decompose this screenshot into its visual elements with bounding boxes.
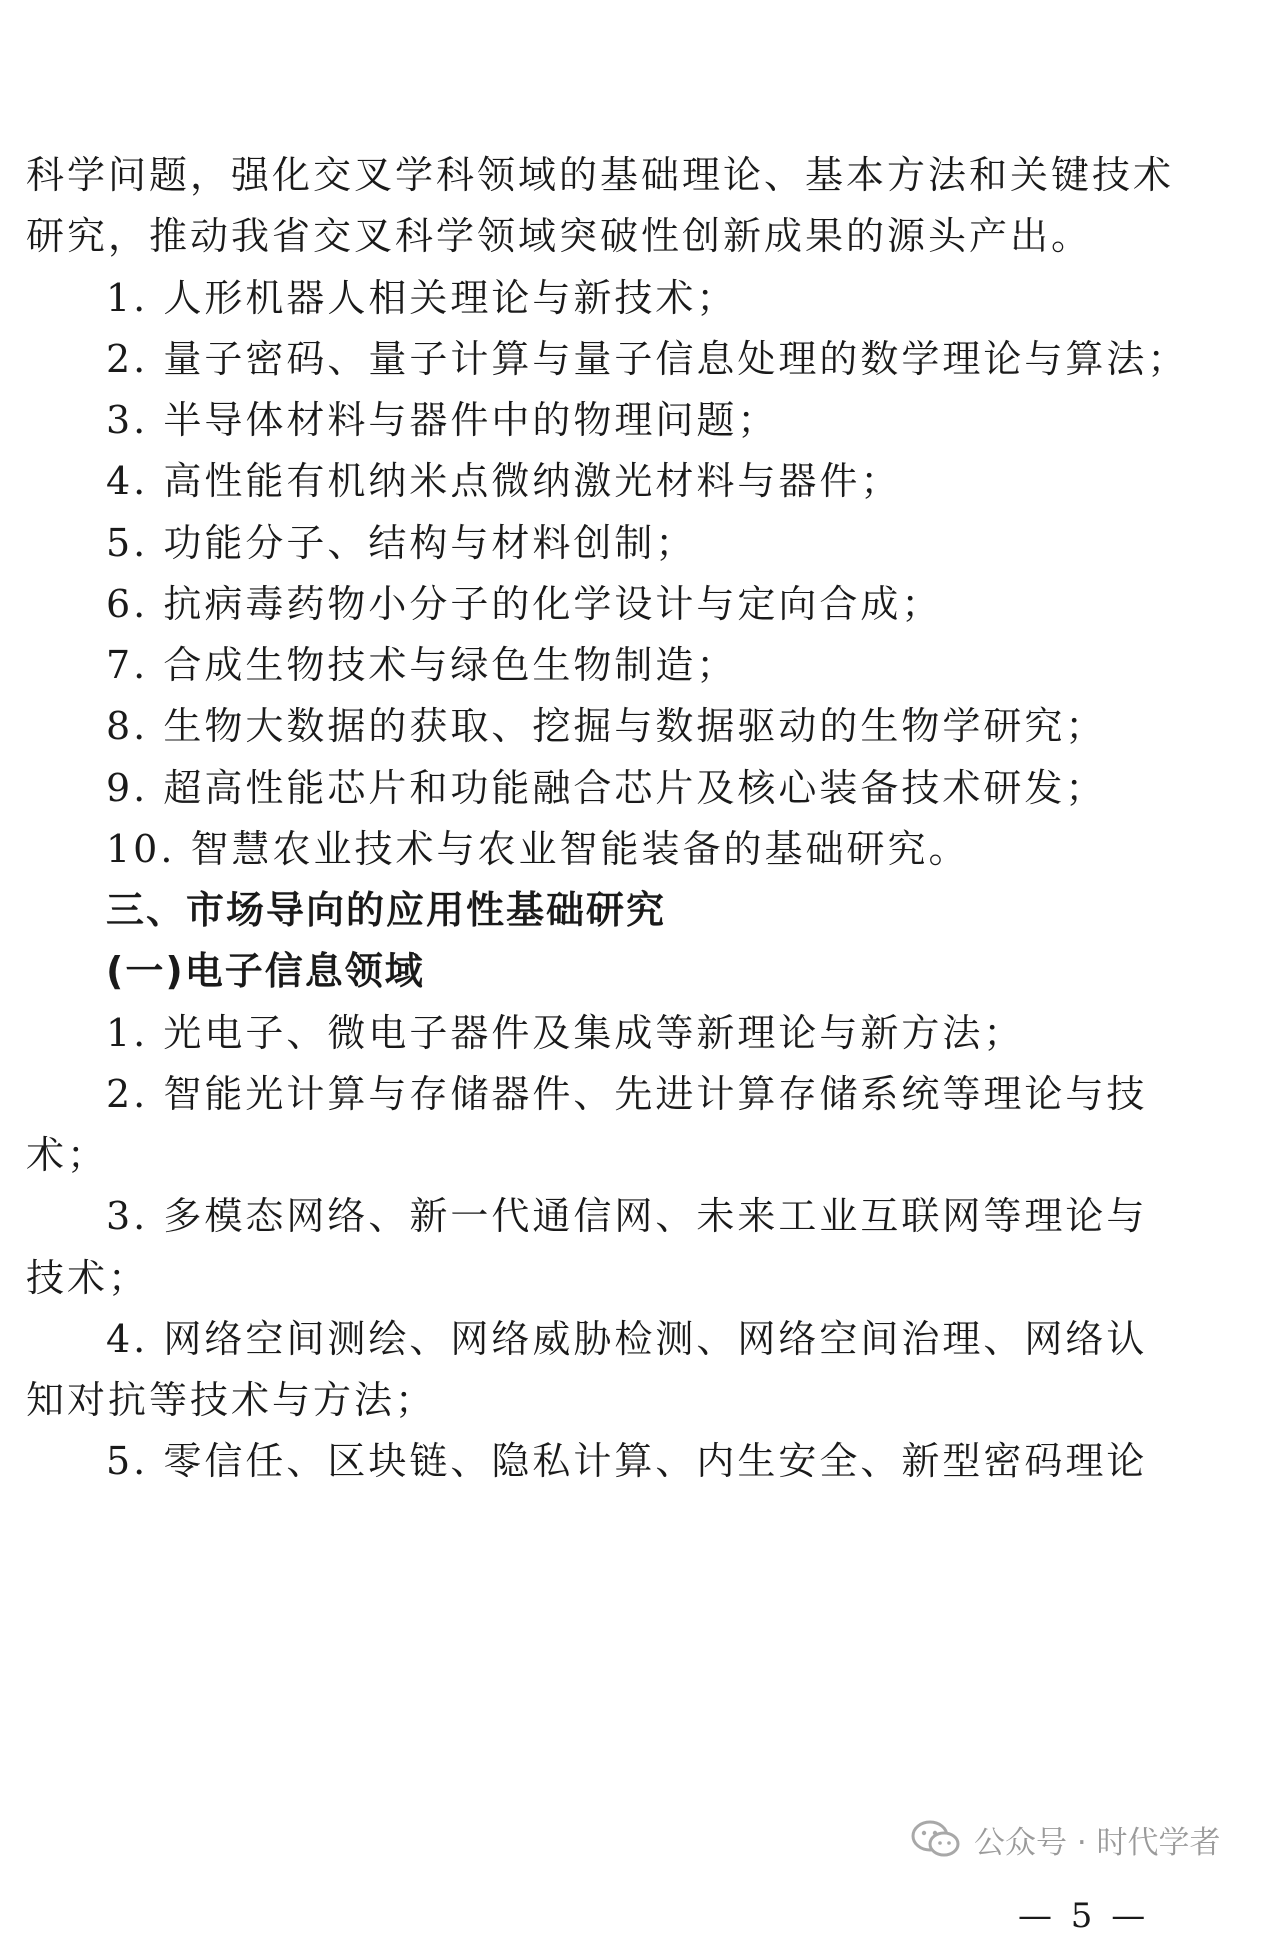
intro-line-2: 研究，推动我省交叉科学领域突破性创新成果的源头产出。 xyxy=(26,214,1093,258)
subsection-heading: (一)电子信息领域 xyxy=(106,949,425,993)
list-item: 3. 多模态网络、新一代通信网、未来工业互联网等理论与 xyxy=(106,1194,1148,1238)
intro-line-1: 科学问题，强化交叉学科领域的基础理论、基本方法和关键技术 xyxy=(26,153,1175,197)
list-item-continuation: 技术； xyxy=(26,1256,150,1300)
list-item: 4. 网络空间测绘、网络威胁检测、网络空间治理、网络认 xyxy=(106,1317,1148,1361)
list-item: 5. 功能分子、结构与材料创制； xyxy=(106,521,697,565)
page-number: — 5 — xyxy=(1018,1896,1150,1936)
list-item: 2. 智能光计算与存储器件、先进计算存储系统等理论与技 xyxy=(106,1072,1148,1116)
section-heading: 三、市场导向的应用性基础研究 xyxy=(106,888,667,932)
list-item: 3. 半导体材料与器件中的物理问题； xyxy=(106,398,779,442)
list-item: 10. 智慧农业技术与农业智能装备的基础研究。 xyxy=(106,827,970,871)
watermark-text: 公众号 · 时代学者 xyxy=(974,1824,1221,1861)
list-item: 2. 量子密码、量子计算与量子信息处理的数学理论与算法； xyxy=(106,337,1189,381)
list-item: 9. 超高性能芯片和功能融合芯片及核心装备技术研发； xyxy=(106,766,1107,810)
list-item-continuation: 知对抗等技术与方法； xyxy=(26,1378,437,1422)
list-item: 6. 抗病毒药物小分子的化学设计与定向合成； xyxy=(106,582,943,626)
wechat-icon xyxy=(910,1819,962,1859)
list-item: 5. 零信任、区块链、隐私计算、内生安全、新型密码理论 xyxy=(106,1439,1148,1483)
list-item: 1. 人形机器人相关理论与新技术； xyxy=(106,276,738,320)
list-item: 7. 合成生物技术与绿色生物制造； xyxy=(106,643,738,687)
list-item-continuation: 术； xyxy=(26,1133,109,1177)
wechat-watermark xyxy=(910,1814,1221,1864)
list-item: 1. 光电子、微电子器件及集成等新理论与新方法； xyxy=(106,1011,1025,1055)
list-item: 4. 高性能有机纳米点微纳激光材料与器件； xyxy=(106,459,902,503)
list-item: 8. 生物大数据的获取、挖掘与数据驱动的生物学研究； xyxy=(106,704,1107,748)
